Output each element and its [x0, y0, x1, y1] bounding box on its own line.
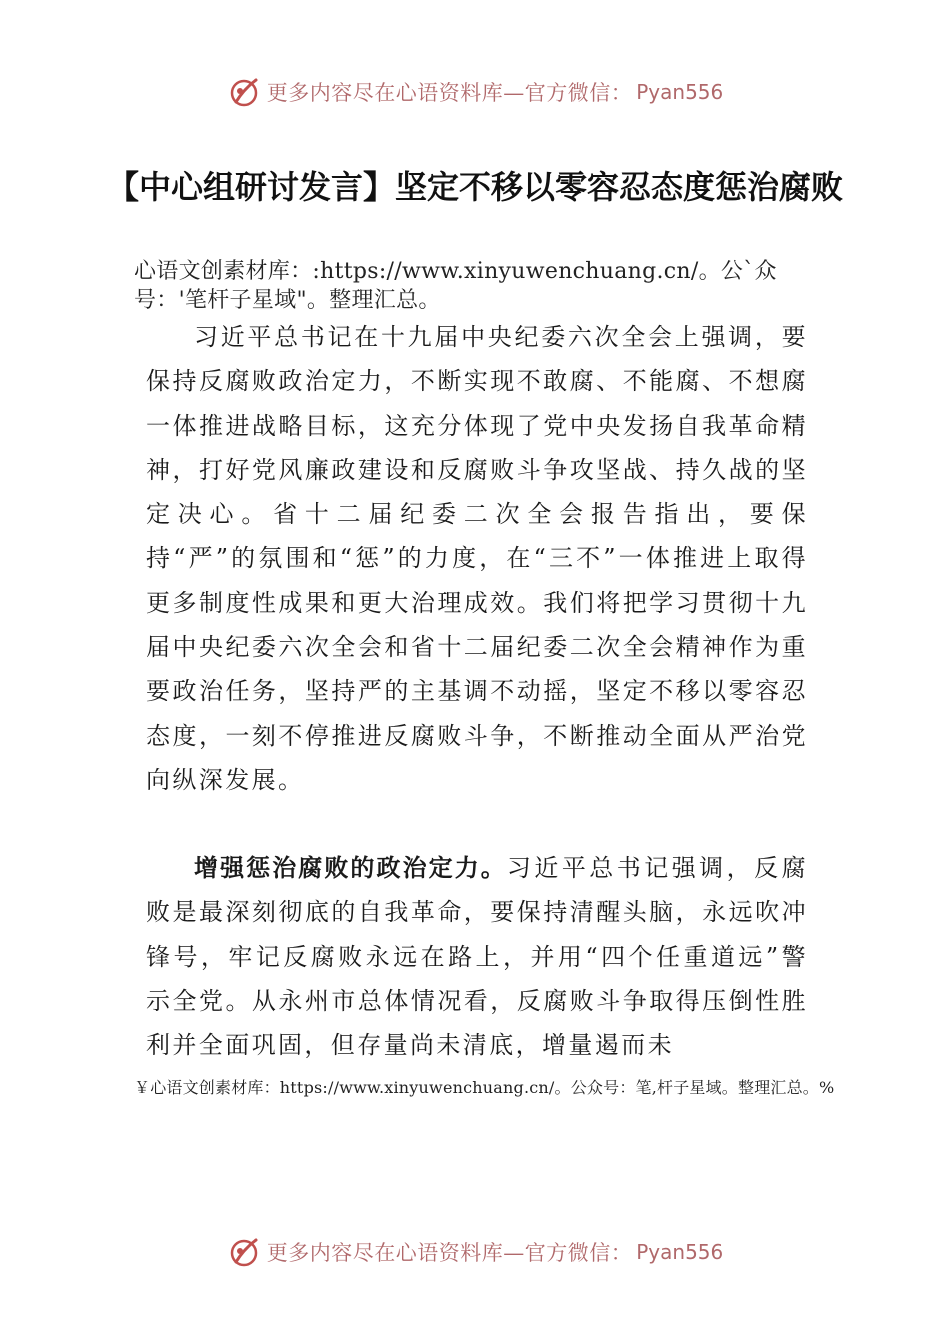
brush-logo-icon — [227, 1235, 261, 1269]
body-paragraph-1: 习近平总书记在十九届中央纪委六次全会上强调，要保持反腐败政治定力，不断实现不敢腐、不能腐、不想腐一体推进战略目标，这充分体现了党中央发扬自我革命精神，打好党风廉政建设和反腐败斗争攻坚战、持久战的坚定决心。省十二届纪委二次全会报告指出，要保持“严”的氛围和“惩”的力度，在“三不”一体推进上取得更多制度性成果和更大治理成效。我们将把学习贯彻十九届中央纪委六次全会和省十二届纪委二次全会精神作为重要政治任务，坚持严的主基调不动摇，坚定不移以零容忍态度，一刻不停推进反腐败斗争，不断推动全面从严治党向纵深发展。 — [146, 323, 808, 794]
banner-text: 更多内容尽在心语资料库—官方微信： — [266, 81, 633, 105]
header-banner — [0, 72, 950, 112]
paragraph-body: 习近平总书记强调，反腐败是最深刻彻底的自我革命，要保持清醒头脑，永远吹冲锋号，牢记反腐败永远在路上，并用“四个任重道远”警示全党。从永州市总体情况看，反腐败斗争取得压倒性胜利并全面巩固，但存量尚未清底，增量遏而未 — [146, 854, 808, 1060]
body-paragraph-2 — [146, 846, 808, 1067]
footnote: ￥心语文创素材库：https://www.xinyuwenchuang.cn/。公众号：笔,杆子星域。整理汇总。% — [134, 1078, 835, 1097]
banner-handle: Pyan556 — [636, 80, 724, 104]
banner-text: 更多内容尽在心语资料库—官方微信： — [266, 1241, 633, 1265]
paragraph-lead: 增强惩治腐败的政治定力。 — [194, 854, 507, 882]
banner-handle: Pyan556 — [636, 1240, 724, 1264]
source-note: 心语文创素材库：:https://www.xinyuwenchuang.cn/。公`众号：'笔杆子星域"。整理汇总。 — [134, 259, 777, 313]
footer-banner — [0, 1232, 950, 1272]
brush-logo-icon — [227, 75, 261, 109]
document-title: 【中心组研讨发言】坚定不移以零容忍态度惩治腐败 — [106, 168, 843, 206]
